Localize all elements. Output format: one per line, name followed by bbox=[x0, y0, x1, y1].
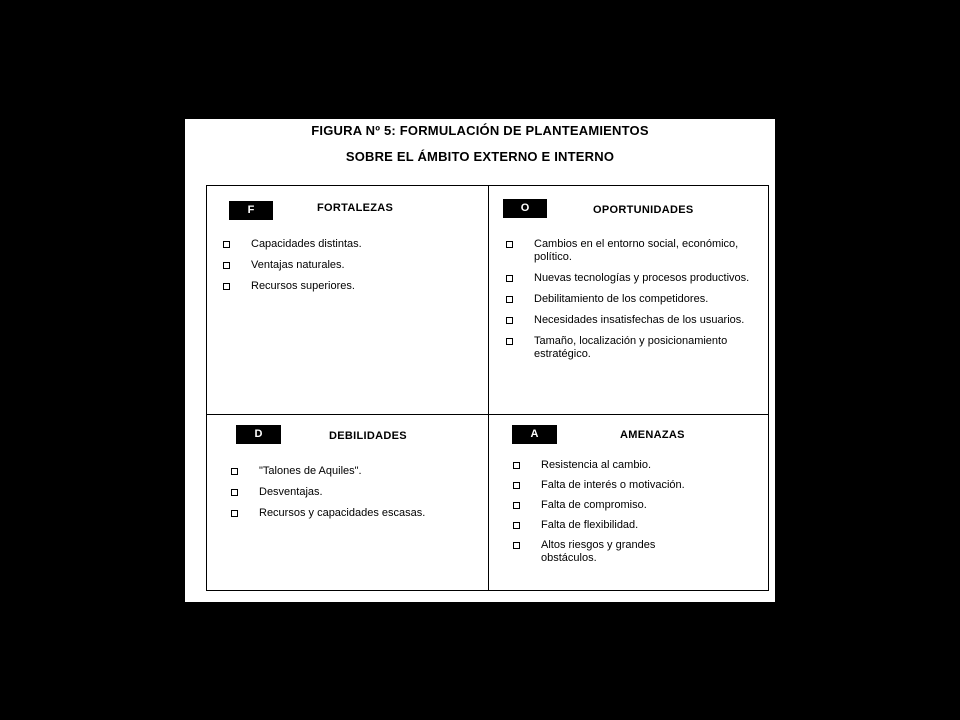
list-item: Falta de compromiso. bbox=[513, 499, 758, 512]
list-item: Recursos superiores. bbox=[223, 280, 473, 293]
list-item: Resistencia al cambio. bbox=[513, 459, 758, 472]
square-bullet-icon bbox=[223, 283, 230, 290]
square-bullet-icon bbox=[223, 241, 230, 248]
square-bullet-icon bbox=[231, 510, 238, 517]
heading-amenazas: AMENAZAS bbox=[620, 429, 685, 441]
list-item: Desventajas. bbox=[231, 486, 481, 499]
heading-debilidades: DEBILIDADES bbox=[329, 430, 407, 442]
heading-oportunidades: OPORTUNIDADES bbox=[593, 204, 694, 216]
square-bullet-icon bbox=[231, 489, 238, 496]
letter-badge-o: O bbox=[503, 199, 547, 218]
figure-title-line1: FIGURA Nº 5: FORMULACIÓN DE PLANTEAMIENTOS bbox=[311, 123, 649, 138]
list-item: Cambios en el entorno social, económico, político. bbox=[506, 238, 756, 264]
list-item: Tamaño, localización y posicionamiento estratégico. bbox=[506, 335, 756, 361]
quadrant-amenazas bbox=[489, 415, 768, 590]
quadrant-fortalezas bbox=[207, 186, 488, 414]
quadrant-oportunidades bbox=[489, 186, 768, 414]
list-item: Recursos y capacidades escasas. bbox=[231, 507, 481, 520]
square-bullet-icon bbox=[506, 317, 513, 324]
square-bullet-icon bbox=[231, 468, 238, 475]
letter-badge-d: D bbox=[236, 425, 281, 444]
list-fortalezas bbox=[223, 238, 473, 293]
list-debilidades bbox=[231, 465, 481, 520]
list-item: "Talones de Aquiles". bbox=[231, 465, 481, 478]
square-bullet-icon bbox=[513, 522, 520, 529]
letter-badge-f: F bbox=[229, 201, 273, 220]
square-bullet-icon bbox=[506, 296, 513, 303]
list-item: Necesidades insatisfechas de los usuarios. bbox=[506, 314, 756, 327]
square-bullet-icon bbox=[513, 462, 520, 469]
square-bullet-icon bbox=[513, 482, 520, 489]
square-bullet-icon bbox=[506, 241, 513, 248]
letter-badge-a: A bbox=[512, 425, 557, 444]
square-bullet-icon bbox=[506, 275, 513, 282]
heading-fortalezas: FORTALEZAS bbox=[317, 202, 394, 214]
square-bullet-icon bbox=[513, 542, 520, 549]
list-item: Capacidades distintas. bbox=[223, 238, 473, 251]
list-amenazas bbox=[513, 459, 758, 565]
swot-matrix bbox=[206, 185, 769, 591]
list-item: Debilitamiento de los competidores. bbox=[506, 293, 756, 306]
figure-title-line2: SOBRE EL ÁMBITO EXTERNO E INTERNO bbox=[345, 149, 615, 164]
list-item: Altos riesgos y grandes obstáculos. bbox=[513, 539, 701, 565]
square-bullet-icon bbox=[223, 262, 230, 269]
list-item: Falta de interés o motivación. bbox=[513, 479, 758, 492]
swot-figure bbox=[185, 119, 775, 602]
square-bullet-icon bbox=[506, 338, 513, 345]
list-oportunidades bbox=[506, 238, 756, 361]
list-item: Falta de flexibilidad. bbox=[513, 519, 758, 532]
list-item: Ventajas naturales. bbox=[223, 259, 473, 272]
square-bullet-icon bbox=[513, 502, 520, 509]
list-item: Nuevas tecnologías y procesos productivos. bbox=[506, 272, 756, 285]
quadrant-debilidades bbox=[207, 415, 488, 590]
